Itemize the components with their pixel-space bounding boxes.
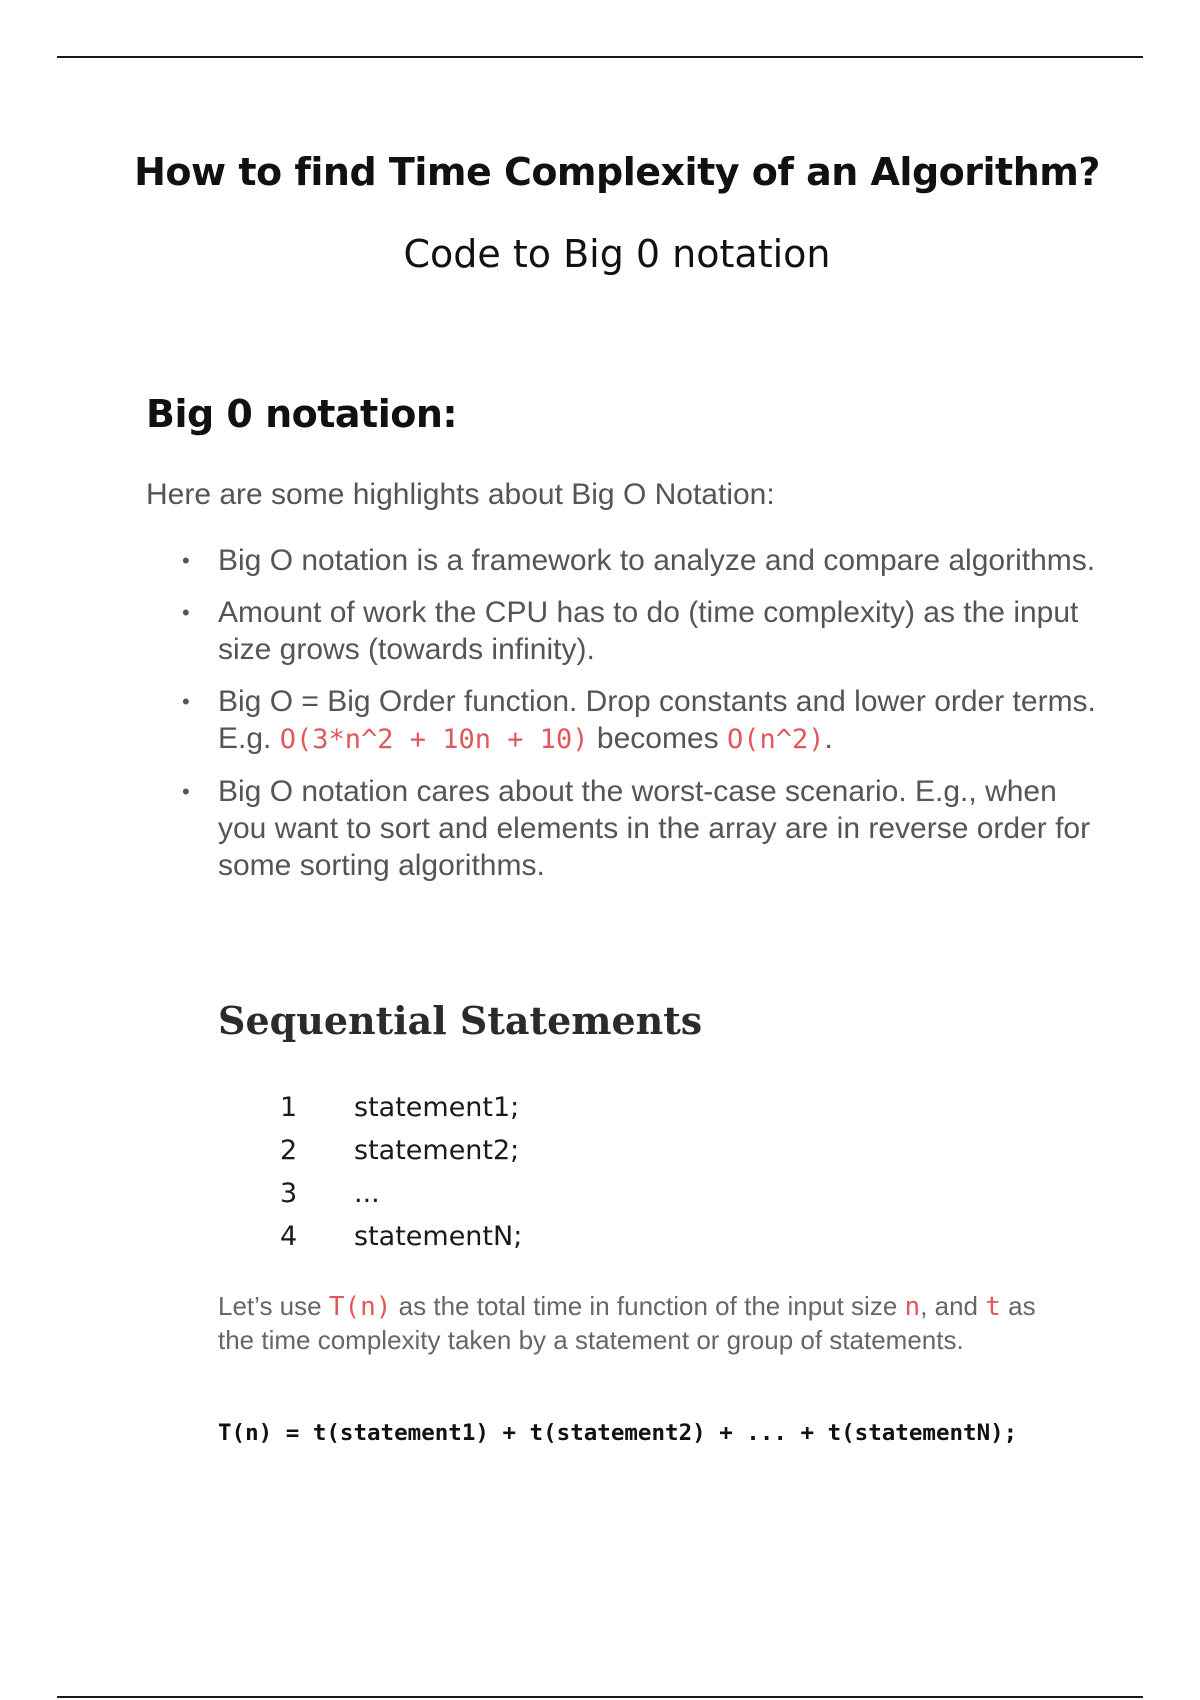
section-heading: Big 0 notation: xyxy=(146,392,458,436)
top-rule xyxy=(57,56,1143,58)
line-number: 3 xyxy=(280,1178,298,1209)
bottom-rule xyxy=(57,1696,1143,1698)
code-text: ... xyxy=(354,1178,380,1209)
list-item-text: . xyxy=(824,722,833,755)
subsection-heading: Sequential Statements xyxy=(218,998,703,1043)
paragraph-text: as the time complexity taken by a statement or group of statements. xyxy=(218,1291,1036,1355)
line-number: 2 xyxy=(280,1135,298,1166)
intro-text: Here are some highlights about Big O Notation: xyxy=(146,478,775,511)
code-line xyxy=(280,1221,522,1264)
list-item-text: Big O = Big Order function. Drop constants and lower order terms. E.g. xyxy=(218,685,1096,755)
bullet-icon: • xyxy=(182,548,190,573)
paragraph-text: , and xyxy=(920,1291,986,1321)
highlights-list xyxy=(146,542,1106,899)
code-block xyxy=(280,1092,522,1264)
page-subtitle: Code to Big 0 notation xyxy=(403,232,831,276)
list-item-text: Amount of work the CPU has to do (time complexity) as the input size grows (towards infinity). xyxy=(218,596,1079,666)
paragraph-text: as the total time in function of the input size xyxy=(391,1291,905,1321)
inline-code: t xyxy=(985,1292,1001,1322)
inline-code: n xyxy=(904,1292,921,1322)
code-text: statementN; xyxy=(354,1221,523,1252)
line-number: 4 xyxy=(280,1221,298,1252)
list-item xyxy=(146,773,1106,884)
formula-code: T(n) = t(statement1) + t(statement2) + ... + t(statementN); xyxy=(218,1420,1018,1446)
bullet-icon: • xyxy=(182,600,190,625)
code-line xyxy=(280,1092,522,1135)
explanation-paragraph xyxy=(218,1290,1038,1357)
inline-code: T(n) xyxy=(328,1292,392,1322)
line-number: 1 xyxy=(280,1092,298,1123)
code-text: statement1; xyxy=(354,1092,520,1123)
code-line xyxy=(280,1135,522,1178)
inline-code: O(n^2) xyxy=(726,724,825,755)
code-text: statement2; xyxy=(354,1135,520,1166)
paragraph-text: Let’s use xyxy=(218,1291,329,1321)
list-item-text: Big O notation cares about the worst-case scenario. E.g., when you want to sort and elements in the array are in reverse order for some sorting algorithms. xyxy=(218,775,1091,882)
list-item-text: Big O notation is a framework to analyze and compare algorithms. xyxy=(218,544,1096,577)
list-item-text: becomes xyxy=(588,722,727,755)
list-item xyxy=(146,542,1106,579)
inline-code: O(3*n^2 + 10n + 10) xyxy=(279,724,589,755)
list-item xyxy=(146,683,1106,758)
bullet-icon: • xyxy=(182,689,190,714)
bullet-icon: • xyxy=(182,779,190,804)
list-item xyxy=(146,594,1106,668)
page-title: How to find Time Complexity of an Algorithm? xyxy=(134,150,1100,194)
code-line xyxy=(280,1178,522,1221)
